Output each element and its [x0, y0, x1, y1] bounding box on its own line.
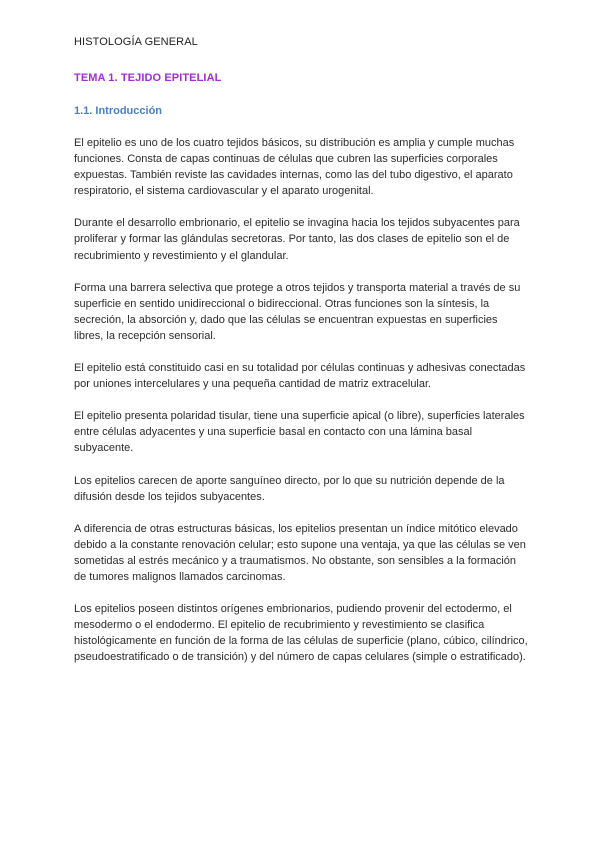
- paragraph: El epitelio presenta polaridad tisular, tiene una superficie apical (o libre), superficies laterales entre células adyacentes y una superficie basal en contacto con una lámina basal subyacente.: [74, 410, 525, 455]
- body-text: [74, 135, 528, 665]
- paragraph: Durante el desarrollo embrionario, el epitelio se invagina hacia los tejidos subyacentes para proliferar y formar las glándulas secretoras. Por tanto, las dos clases de epitelio son el de recubrimiento y revestimiento y el glandular.: [74, 217, 520, 262]
- paragraph: A diferencia de otras estructuras básicas, los epitelios presentan un índice mitótico elevado debido a la constante renovación celular; esto supone una ventaja, ya que las células se ven sometidas al estrés mecánico y a traumatismos. No obstante, son sensibles a la formación de tumores malignos llamados carcinomas.: [74, 522, 526, 583]
- paragraph: Los epitelios poseen distintos orígenes embrionarios, pudiendo provenir del ectodermo, el mesodermo o el endodermo. El epitelio de recubrimiento y revestimiento se clasifica histológicamente en función de la forma de las células de superficie (plano, cúbico, cilíndrico, pseudoestratificado o de transición) y del número de capas celulares (simple o estratificado).: [74, 603, 528, 664]
- paragraph: Los epitelios carecen de aporte sanguíneo directo, por lo que su nutrición depende de la difusión desde los tejidos subyacentes.: [74, 474, 505, 503]
- paragraph: Forma una barrera selectiva que protege a otros tejidos y transporta material a través de su superficie en sentido unidireccional o bidireccional. Otras funciones son la síntesis, la secreción, la absorción y, dado que las células se encuentran expuestas en superficies libres, la recepción sensorial.: [74, 281, 521, 342]
- section-title: 1.1. Introducción: [74, 105, 163, 117]
- running-header: HISTOLOGÍA GENERAL: [74, 36, 198, 48]
- paragraph: El epitelio es uno de los cuatro tejidos básicos, su distribución es amplia y cumple muchas funciones. Consta de capas continuas de células que cubren las superficies corporales expuestas. También reviste las cavidades internas, como las del tubo digestivo, el aparato respiratorio, el sistema cardiovascular y el aparato urogenital.: [74, 137, 515, 198]
- chapter-title: TEMA 1. TEJIDO EPITELIAL: [74, 72, 222, 84]
- paragraph: El epitelio está constituido casi en su totalidad por células continuas y adhesivas conectadas por uniones intercelulares y una pequeña cantidad de matriz extracelular.: [74, 362, 526, 391]
